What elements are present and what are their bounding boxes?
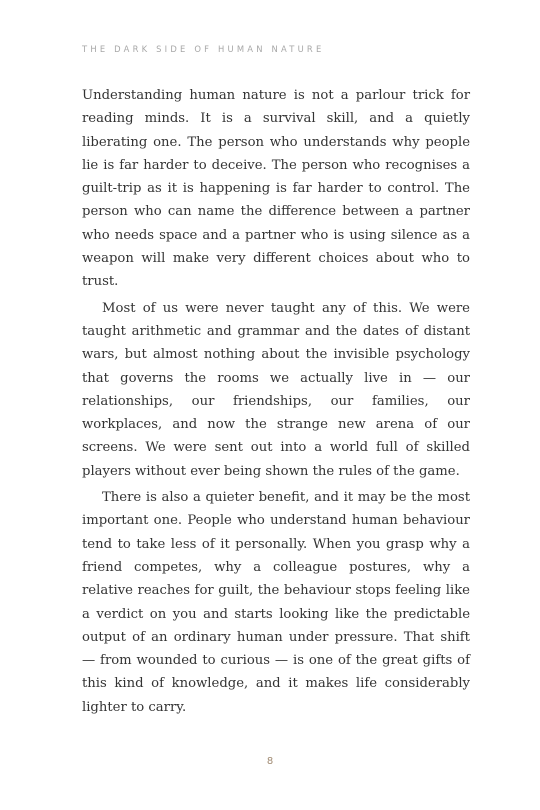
paragraph: Most of us were never taught any of this. We were taught arithmetic and grammar and the dates of distant wars, but almost nothing about the invisible psychology that governs the rooms we actually live in — our relationships, our friendships, our families, our workplaces, and now the strange new arena of our screens. We were sent out into a world full of skilled players without ever being shown the rules of the game.: [82, 300, 470, 479]
paragraph: Understanding human nature is not a parlour trick for reading minds. It is a survival skill, and a quietly liberating one. The person who understands why people lie is far harder to deceive. The person who recognises a guilt-trip as it is happening is far harder to control. The person who can name the difference between a partner who needs space and a partner who is using silence as a weapon will make very different choices about who to trust.: [82, 88, 470, 290]
running-header: THE DARK SIDE OF HUMAN NATURE: [82, 44, 325, 54]
paragraph: There is also a quieter benefit, and it may be the most important one. People who understand human behaviour tend to take less of it personally. When you grasp why a friend competes, why a colleague postures, why a relative reaches for guilt, the behaviour stops feeling like a verdict on you and starts looking like the predictable output of an ordinary human under pressure. That shift — from wounded to curious — is one of the great gifts of this kind of knowledge, and it makes life considerably lighter to carry.: [82, 490, 470, 715]
body-text: [82, 84, 470, 722]
page-number: 8: [266, 756, 274, 767]
